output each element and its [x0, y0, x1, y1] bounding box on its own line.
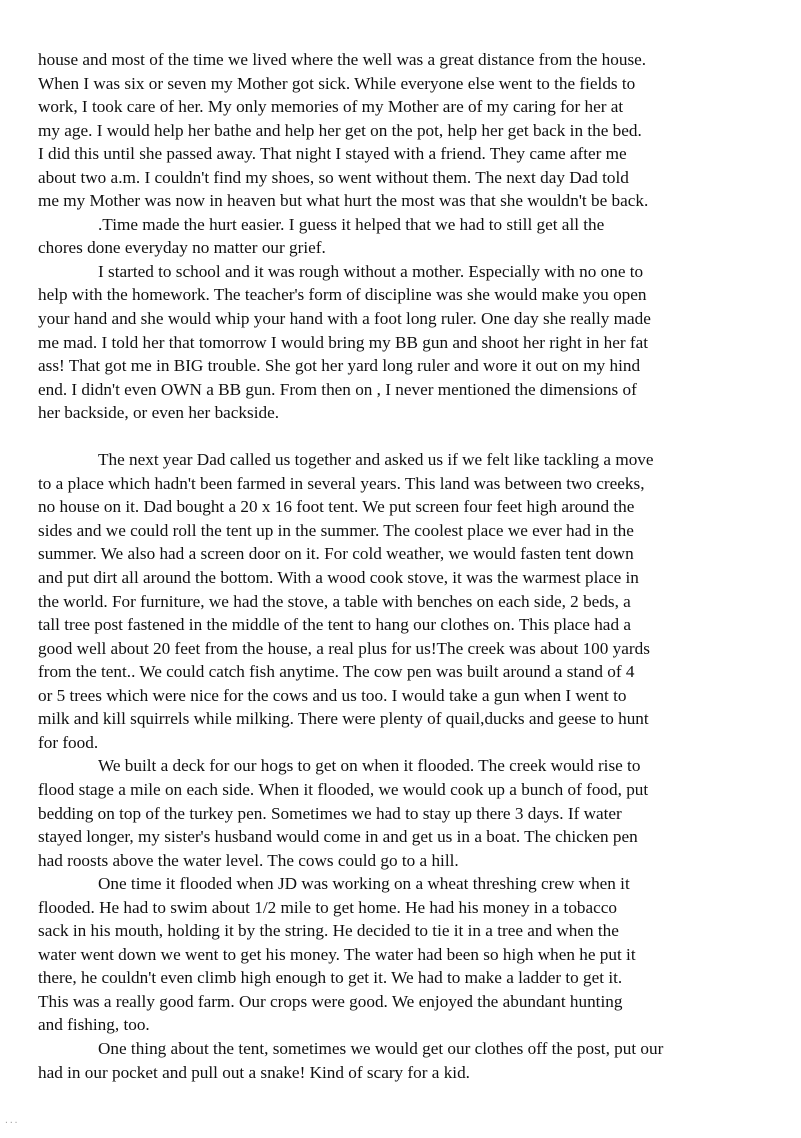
- text-line: We built a deck for our hogs to get on when it flooded. The creek would rise to: [98, 756, 641, 776]
- text-line: for food.: [38, 732, 99, 752]
- text-line: had in our pocket and pull out a snake! Kind of scary for a kid.: [38, 1062, 470, 1082]
- text-line: me mad. I told her that tomorrow I would bring my BB gun and shoot her right in her fat: [38, 332, 649, 352]
- paragraph-tent-move: [38, 448, 778, 754]
- text-line: or 5 trees which were nice for the cows and us too. I would take a gun when I went to: [38, 685, 627, 705]
- text-line: no house on it. Dad bought a 20 x 16 foot tent. We put screen four feet high around the: [38, 497, 635, 517]
- text-line: good well about 20 feet from the house, a real plus for us!The creek was about 100 yards: [38, 638, 650, 658]
- text-line: The next year Dad called us together and asked us if we felt like tackling a move: [98, 450, 654, 470]
- text-line: chores done everyday no matter our grief.: [38, 238, 326, 258]
- text-line: sack in his mouth, holding it by the string. He decided to tie it in a tree and when the: [38, 921, 619, 941]
- paragraph-mother-illness: [38, 48, 778, 213]
- text-line: about two a.m. I couldn't find my shoes, so went without them. The next day Dad told: [38, 167, 629, 187]
- text-line: This was a really good farm. Our crops were good. We enjoyed the abundant hunting: [38, 991, 623, 1011]
- text-line: work, I took care of her. My only memories of my Mother are of my caring for her at: [38, 97, 624, 117]
- text-line: sides and we could roll the tent up in the summer. The coolest place we ever had in the: [38, 520, 634, 540]
- text-line: your hand and she would whip your hand with a foot long ruler. One day she really made: [38, 309, 651, 329]
- text-line: tall tree post fastened in the middle of the tent to hang our clothes on. This place had a: [38, 615, 631, 635]
- text-line: bedding on top of the turkey pen. Sometimes we had to stay up there 3 days. If water: [38, 803, 622, 823]
- paragraph-snake: [38, 1037, 778, 1084]
- text-line: her backside, or even her backside.: [38, 403, 279, 423]
- text-line: and put dirt all around the bottom. With a wood cook stove, it was the warmest place in: [38, 568, 639, 588]
- text-line: house and most of the time we lived where the well was a great distance from the house.: [38, 50, 647, 69]
- text-line: .Time made the hurt easier. I guess it helped that we had to still get all the: [98, 214, 605, 234]
- text-line: flooded. He had to swim about 1/2 mile to get home. He had his money in a tobacco: [38, 897, 617, 917]
- margin-speck: ...: [4, 1116, 19, 1125]
- text-line: help with the homework. The teacher's form of discipline was she would make you open: [38, 285, 647, 305]
- text-line: water went down we went to get his money. The water had been so high when he put it: [38, 944, 636, 964]
- text-line: from the tent.. We could catch fish anytime. The cow pen was built around a stand of 4: [38, 662, 635, 682]
- text-line: When I was six or seven my Mother got sick. While everyone else went to the fields to: [38, 73, 636, 93]
- paragraph-grief: [38, 213, 778, 260]
- text-line: I started to school and it was rough without a mother. Especially with no one to: [98, 261, 644, 281]
- text-line: my age. I would help her bathe and help her get on the pot, help her get back in the bed.: [38, 120, 642, 140]
- paragraph-flood-deck: [38, 754, 778, 872]
- text-line: flood stage a mile on each side. When it flooded, we would cook up a bunch of food, put: [38, 779, 649, 799]
- text-line: summer. We also had a screen door on it. For cold weather, we would fasten tent down: [38, 544, 634, 564]
- text-line: me my Mother was now in heaven but what hurt the most was that she wouldn't be back.: [38, 191, 649, 211]
- paragraph-jd-money: [38, 872, 778, 1037]
- text-line: milk and kill squirrels while milking. There were plenty of quail,ducks and geese to hunt: [38, 709, 649, 729]
- text-line: ass! That got me in BIG trouble. She got her yard long ruler and wore it out on my hind: [38, 356, 641, 376]
- text-line: there, he couldn't even climb high enough to get it. We had to make a ladder to get it.: [38, 968, 623, 988]
- text-line: One thing about the tent, sometimes we would get our clothes off the post, put our: [98, 1038, 664, 1058]
- paragraph-school: [38, 260, 778, 425]
- paragraph-gap: [38, 425, 778, 449]
- text-line: stayed longer, my sister's husband would come in and get us in a boat. The chicken pen: [38, 827, 638, 847]
- text-line: end. I didn't even OWN a BB gun. From then on , I never mentioned the dimensions of: [38, 379, 637, 399]
- text-line: and fishing, too.: [38, 1015, 150, 1035]
- document-body: [38, 48, 778, 1084]
- text-line: had roosts above the water level. The cows could go to a hill.: [38, 850, 459, 870]
- text-line: I did this until she passed away. That night I stayed with a friend. They came after me: [38, 144, 627, 164]
- text-line: the world. For furniture, we had the stove, a table with benches on each side, 2 beds, a: [38, 591, 631, 611]
- text-line: One time it flooded when JD was working on a wheat threshing crew when it: [98, 874, 630, 894]
- text-line: to a place which hadn't been farmed in several years. This land was between two creeks,: [38, 473, 645, 493]
